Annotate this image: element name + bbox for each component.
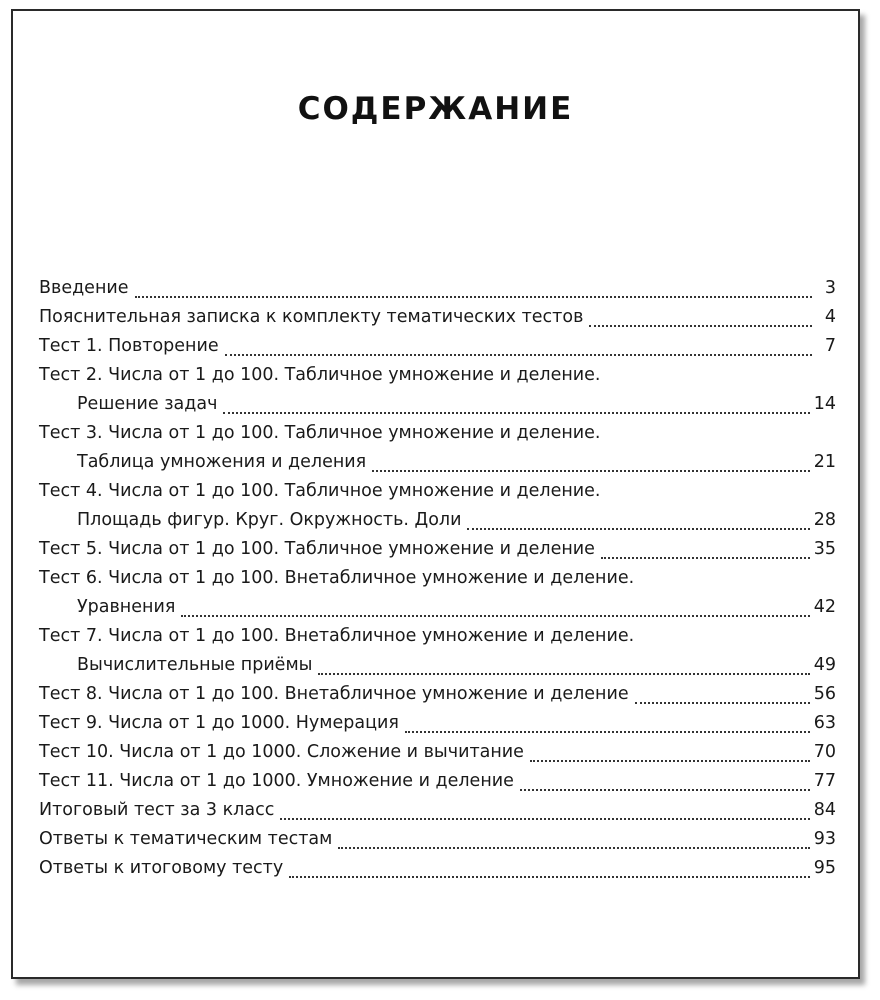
toc-entry xyxy=(39,477,836,535)
toc-entry-title: Пояснительная записка к комплекту тематических тестов xyxy=(39,307,584,327)
dot-leader xyxy=(589,325,812,327)
toc-entry-line xyxy=(39,796,836,825)
dot-leader xyxy=(318,673,809,675)
toc-entry-title: Тест 3. Числа от 1 до 100. Табличное умножение и деление. xyxy=(39,423,601,443)
toc-entry-title: Тест 1. Повторение xyxy=(39,336,219,356)
toc-entry-title: Итоговый тест за 3 класс xyxy=(39,800,275,820)
toc-entry-line xyxy=(39,564,836,593)
dot-leader xyxy=(405,731,810,733)
toc-entry xyxy=(39,332,836,361)
toc-entry xyxy=(39,303,836,332)
toc-entry-title: Тест 2. Числа от 1 до 100. Табличное умножение и деление. xyxy=(39,365,601,385)
toc-page-number: 4 xyxy=(824,307,836,327)
toc-entry-line xyxy=(39,738,836,767)
toc-entry-line xyxy=(39,274,836,303)
toc-entry-line xyxy=(39,477,836,506)
dot-leader xyxy=(225,354,812,356)
dot-leader xyxy=(467,528,809,530)
toc-page-number: 28 xyxy=(813,510,836,530)
toc-page-number: 35 xyxy=(813,539,836,559)
toc-entry-title: Решение задач xyxy=(77,394,218,414)
toc-page-number: 77 xyxy=(813,771,836,791)
toc-entry-line xyxy=(39,854,836,883)
toc-entry xyxy=(39,738,836,767)
toc-entry xyxy=(39,854,836,883)
toc-entry xyxy=(39,564,836,622)
toc-entry-line xyxy=(39,448,836,477)
toc-entry xyxy=(39,419,836,477)
toc-page-number: 14 xyxy=(813,394,836,414)
toc-entry-line xyxy=(39,767,836,796)
toc-entry xyxy=(39,622,836,680)
toc-entry-title: Тест 7. Числа от 1 до 100. Внетабличное умножение и деление. xyxy=(39,626,635,646)
toc-entry-title: Площадь фигур. Круг. Окружность. Доли xyxy=(77,510,462,530)
toc-page-number: 93 xyxy=(813,829,836,849)
toc-entry-line xyxy=(39,825,836,854)
toc-entry-line xyxy=(39,622,836,651)
toc-entry-title: Ответы к итоговому тесту xyxy=(39,858,284,878)
toc-entry-title: Таблица умножения и деления xyxy=(77,452,367,472)
page-title: СОДЕРЖАНИЕ xyxy=(297,91,574,127)
dot-leader xyxy=(135,296,812,298)
dot-leader xyxy=(520,789,810,791)
toc-entry-line xyxy=(39,680,836,709)
toc-entry-line xyxy=(39,506,836,535)
toc-entry-title: Тест 4. Числа от 1 до 100. Табличное умножение и деление. xyxy=(39,481,601,501)
toc-entry-line xyxy=(39,419,836,448)
toc-entry-line xyxy=(39,303,836,332)
toc-page-number: 70 xyxy=(813,742,836,762)
dot-leader xyxy=(223,412,809,414)
toc-page-number: 56 xyxy=(813,684,836,704)
table-of-contents xyxy=(39,274,836,883)
toc-entry-title: Уравнения xyxy=(77,597,176,617)
toc-page-number: 21 xyxy=(813,452,836,472)
toc-entry-title: Ответы к тематическим тестам xyxy=(39,829,333,849)
document-page xyxy=(11,9,860,979)
dot-leader xyxy=(181,615,809,617)
toc-entry xyxy=(39,709,836,738)
toc-page-number: 95 xyxy=(813,858,836,878)
toc-entry-line xyxy=(39,332,836,361)
toc-page-number: 42 xyxy=(813,597,836,617)
dot-leader xyxy=(280,818,809,820)
toc-entry-line xyxy=(39,593,836,622)
toc-page-number: 49 xyxy=(813,655,836,675)
toc-entry xyxy=(39,274,836,303)
toc-entry-title: Тест 9. Числа от 1 до 1000. Нумерация xyxy=(39,713,399,733)
toc-entry-title: Вычислительные приёмы xyxy=(77,655,313,675)
toc-entry xyxy=(39,767,836,796)
dot-leader xyxy=(530,760,810,762)
toc-entry xyxy=(39,361,836,419)
toc-entry-title: Тест 10. Числа от 1 до 1000. Сложение и вычитание xyxy=(39,742,524,762)
toc-entry-title: Тест 11. Числа от 1 до 1000. Умножение и деление xyxy=(39,771,514,791)
toc-entry xyxy=(39,796,836,825)
dot-leader xyxy=(289,876,810,878)
toc-entry-line xyxy=(39,709,836,738)
toc-entry-line xyxy=(39,361,836,390)
toc-entry xyxy=(39,680,836,709)
dot-leader xyxy=(601,557,810,559)
dot-leader xyxy=(338,847,809,849)
toc-entry-line xyxy=(39,390,836,419)
toc-entry xyxy=(39,825,836,854)
dot-leader xyxy=(635,702,810,704)
toc-page-number: 84 xyxy=(813,800,836,820)
toc-entry-title: Тест 5. Числа от 1 до 100. Табличное умножение и деление xyxy=(39,539,595,559)
toc-entry-title: Тест 8. Числа от 1 до 100. Внетабличное умножение и деление xyxy=(39,684,629,704)
toc-entry xyxy=(39,535,836,564)
toc-entry-title: Тест 6. Числа от 1 до 100. Внетабличное умножение и деление. xyxy=(39,568,635,588)
toc-page-number: 7 xyxy=(824,336,836,356)
toc-entry-title: Введение xyxy=(39,278,129,298)
toc-page-number: 3 xyxy=(824,278,836,298)
toc-entry-line xyxy=(39,651,836,680)
dot-leader xyxy=(372,470,810,472)
toc-entry-line xyxy=(39,535,836,564)
toc-page-number: 63 xyxy=(813,713,836,733)
